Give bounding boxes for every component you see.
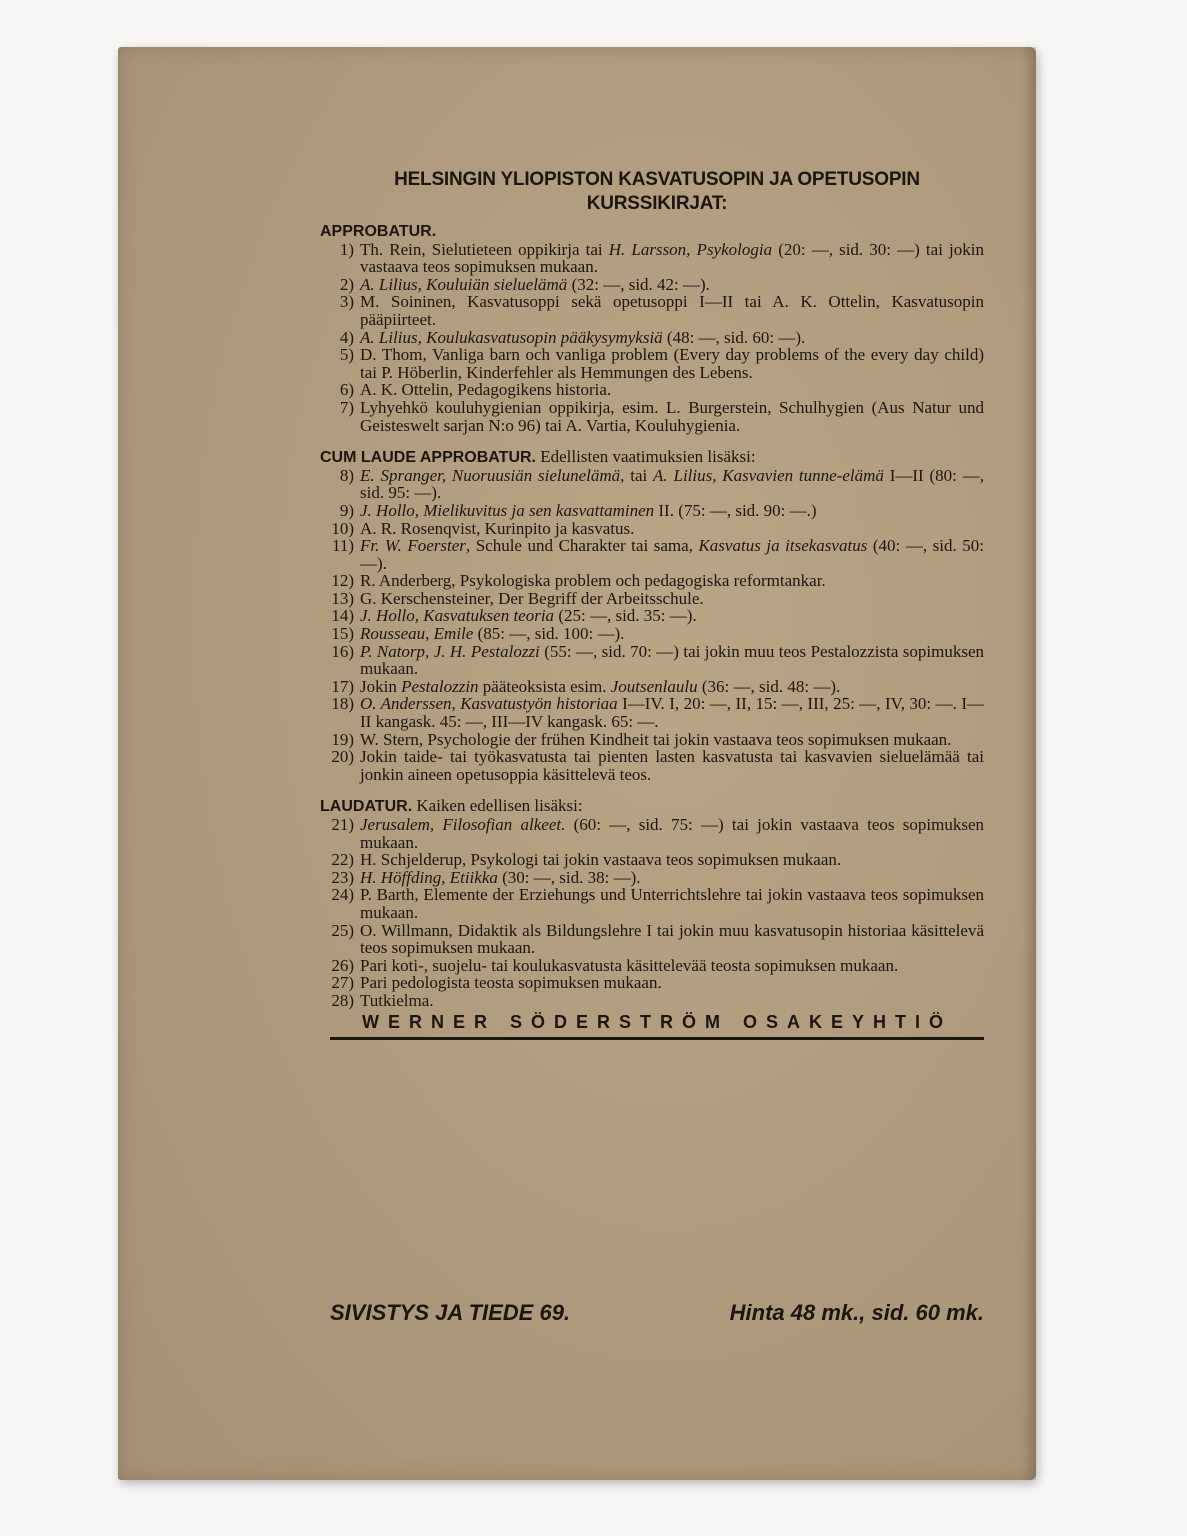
entry-number: 10) <box>331 518 354 538</box>
book-entry <box>320 974 984 992</box>
entry-title-italic: E. Spranger, Nuoruusiän sielunelämä <box>360 465 621 485</box>
entry-title-italic: Fr. W. Foerster <box>360 536 466 556</box>
entry-text: H. Schjelderup, Psykologi tai jokin vastaava teos sopimuksen mukaan. <box>360 850 842 870</box>
entry-text: Tutkielma. <box>360 990 434 1010</box>
entry-number: 16) <box>331 641 354 661</box>
entry-number: 21) <box>331 815 354 834</box>
entry-title-italic: Pestalozzin <box>401 676 479 696</box>
entry-number: 27) <box>331 973 354 993</box>
entry-text: (40: —, sid. 50: —). <box>360 536 984 573</box>
laudatur-list <box>320 816 984 1010</box>
entry-text: R. Anderberg, Psykologiska problem och pedagogiska reformtankar. <box>360 571 826 591</box>
book-entry <box>320 695 984 730</box>
entry-text: O. Willmann, Didaktik als Bildungslehre I tai jokin muu kasvatusopin historiaa käsittelevä teos sopimuksen mukaan. <box>360 920 984 958</box>
entry-text: Th. Rein, Sielutieteen oppikirja tai <box>360 239 609 259</box>
book-entry <box>320 381 984 399</box>
book-entry <box>320 329 984 347</box>
entry-title-italic: J. Hollo, Mielikuvitus ja sen kasvattaminen <box>360 500 655 520</box>
approbatur-list <box>320 241 984 435</box>
entry-text: (32: —, sid. 42: —). <box>567 274 710 294</box>
entry-text: D. Thom, Vanliga barn och vanliga problem (Every day problems of the every day child) tai P. Höberlin, Kinderfehler als Hemmungen des Lebens. <box>360 345 984 382</box>
entry-title-italic: A. Lilius, Kouluiän sieluelämä <box>360 274 568 294</box>
approbatur-label: APPROBATUR. <box>320 223 437 240</box>
entry-text: (25: —, sid. 35: —). <box>554 606 697 626</box>
book-entry <box>320 590 984 608</box>
book-entry <box>320 869 984 887</box>
book-entry <box>320 678 984 696</box>
laudatur-section-header <box>320 797 984 816</box>
book-entry <box>320 502 984 520</box>
laudatur-intro: Kaiken edellisen lisäksi: <box>416 796 583 816</box>
heading-line-2: KURSSIKIRJAT: <box>586 193 728 214</box>
entry-number: 18) <box>331 694 354 714</box>
entry-text: (36: —, sid. 48: —). <box>697 676 841 696</box>
entry-text: Lyhyehkö kouluhygienian oppikirja, esim. L. Burgerstein, Schulhygien (Aus Natur und Geisteswelt sarjan N:o 96) tai A. Vartia, Kouluhygienia. <box>360 397 984 435</box>
entry-text: Jokin <box>360 676 402 696</box>
book-entry <box>320 537 984 572</box>
series-label: SIVISTYS JA TIEDE 69. <box>330 1300 571 1325</box>
entry-title-italic: H. Höffding, Etiikka <box>360 867 498 887</box>
entry-text: (55: —, sid. 70: —) tai jokin muu teos Pestalozzista sopimuksen mukaan. <box>360 641 985 679</box>
entry-text: A. K. Ottelin, Pedagogikens historia. <box>360 380 612 400</box>
entry-text: (20: —, sid. 30: —) tai jokin vastaava teos sopimuksen mukaan. <box>360 239 984 277</box>
entry-text: Jokin taide- tai työkasvatusta tai pienten lasten kasvatusta tai kasvavien sieluelämää tai jonkin aineen opetusoppia käsittelevä teos. <box>360 747 984 784</box>
entry-number: 28) <box>331 990 354 1010</box>
list-heading <box>330 168 984 216</box>
entry-title-italic: O. Anderssen, Kasvatustyön historiaa <box>360 694 618 714</box>
entry-text: W. Stern, Psychologie der frühen Kindheit tai jokin vastaava teos sopimuksen mukaan. <box>360 729 952 749</box>
entry-title-italic: A. Lilius, Kasvavien tunne-elämä <box>653 465 884 485</box>
entry-number: 4) <box>339 327 354 347</box>
entry-text: Pari pedologista teosta sopimuksen mukaan. <box>360 973 662 993</box>
entry-title-italic: Rousseau, Emile <box>360 624 474 644</box>
entry-text: (60: —, sid. 75: —) tai jokin vastaava teos sopimuksen mukaan. <box>360 815 984 852</box>
book-entry <box>320 957 984 975</box>
book-entry <box>320 851 984 869</box>
book-entry <box>320 731 984 749</box>
entry-title-italic: A. Lilius, Koulukasvatusopin pääkysymyksiä <box>360 327 663 347</box>
cum-laude-list <box>320 467 984 784</box>
book-entry <box>320 293 984 328</box>
entry-text: A. R. Rosenqvist, Kurinpito ja kasvatus. <box>360 518 635 538</box>
book-entry <box>320 241 984 276</box>
entry-number: 8) <box>339 465 354 485</box>
cum-laude-intro: Edellisten vaatimuksien lisäksi: <box>540 447 756 467</box>
entry-number: 3) <box>339 292 354 312</box>
book-entry <box>320 922 984 957</box>
entry-number: 5) <box>339 345 354 365</box>
course-book-list <box>320 168 984 1040</box>
book-entry <box>320 886 984 921</box>
publisher-name: WERNER SÖDERSTRÖM OSAKEYHTIÖ <box>330 1014 984 1041</box>
book-entry <box>320 643 984 678</box>
book-entry <box>320 816 984 851</box>
entry-text: II. (75: —, sid. 90: —.) <box>654 500 817 520</box>
entry-number: 6) <box>339 380 354 400</box>
cover-footer <box>330 1300 984 1326</box>
entry-number: 1) <box>339 239 354 259</box>
cum-laude-label: CUM LAUDE APPROBATUR. <box>320 449 536 467</box>
entry-text: I—IV. I, 20: —, II, 15: —, III, 25: —, IV, 30: —. I—II kangask. 45: —, III—IV kangask. 65: —. <box>360 694 984 732</box>
book-entry <box>320 748 984 783</box>
approbatur-section-header <box>320 222 984 241</box>
entry-number: 26) <box>331 955 354 975</box>
book-entry <box>320 346 984 381</box>
entry-text: (48: —, sid. 60: —). <box>662 327 806 347</box>
entry-number: 9) <box>339 500 354 520</box>
cum-laude-section-header <box>320 448 984 467</box>
entry-number: 24) <box>331 885 354 905</box>
entry-title-italic: Jerusalem, Filosofian alkeet. <box>360 815 566 834</box>
entry-number: 14) <box>331 606 354 626</box>
entry-text: , Schule und Charakter tai sama, <box>465 536 699 556</box>
entry-title-italic: Kasvatus ja itsekasvatus <box>698 536 868 556</box>
laudatur-label: LAUDATUR. <box>320 798 413 816</box>
entry-number: 17) <box>331 676 354 696</box>
book-entry <box>320 520 984 538</box>
entry-text: P. Barth, Elemente der Erziehungs und Unterrichtslehre tai jokin vastaava teos sopimuksen mukaan. <box>360 885 984 922</box>
book-entry <box>320 625 984 643</box>
entry-text: (30: —, sid. 38: —). <box>497 867 641 887</box>
entry-number: 13) <box>331 588 354 608</box>
entry-number: 7) <box>339 397 354 417</box>
book-entry <box>320 467 984 502</box>
entry-number: 22) <box>331 850 354 870</box>
entry-text: G. Kerschensteiner, Der Begriff der Arbeitsschule. <box>360 588 704 608</box>
entry-text: Pari koti-, suojelu- tai koulukasvatusta käsittelevää teosta sopimuksen mukaan. <box>360 955 899 975</box>
entry-number: 12) <box>331 571 354 591</box>
entry-number: 15) <box>331 624 354 644</box>
book-entry <box>320 276 984 294</box>
entry-title-italic: Joutsenlaulu <box>610 676 698 696</box>
entry-number: 19) <box>331 729 354 749</box>
entry-text: pääteoksista esim. <box>478 676 611 696</box>
book-entry <box>320 572 984 590</box>
entry-title-italic: H. Larsson, Psykologia <box>608 239 773 259</box>
entry-number: 25) <box>331 920 354 940</box>
entry-number: 2) <box>339 274 354 294</box>
entry-number: 11) <box>331 536 354 556</box>
book-entry <box>320 607 984 625</box>
entry-text: , tai <box>620 465 654 485</box>
entry-title-italic: P. Natorp, J. H. Pestalozzi <box>360 641 540 661</box>
entry-number: 23) <box>331 867 354 887</box>
cover-spine-shadow <box>1022 47 1036 1480</box>
entry-text: (85: —, sid. 100: —). <box>473 624 625 644</box>
entry-text: M. Soininen, Kasvatusoppi sekä opetusoppi I—II tai A. K. Ottelin, Kasvatusopin pääpiirteet. <box>360 292 984 329</box>
entry-title-italic: J. Hollo, Kasvatuksen teoria <box>360 606 555 626</box>
entry-number: 20) <box>331 747 354 767</box>
price-label: Hinta 48 mk., sid. 60 mk. <box>729 1300 984 1325</box>
book-entry <box>320 992 984 1010</box>
entry-text: I—II (80: —, sid. 95: —). <box>360 465 984 503</box>
book-entry <box>320 399 984 434</box>
heading-line-1: HELSINGIN YLIOPISTON KASVATUSOPIN JA OPETUSOPIN <box>394 169 920 190</box>
